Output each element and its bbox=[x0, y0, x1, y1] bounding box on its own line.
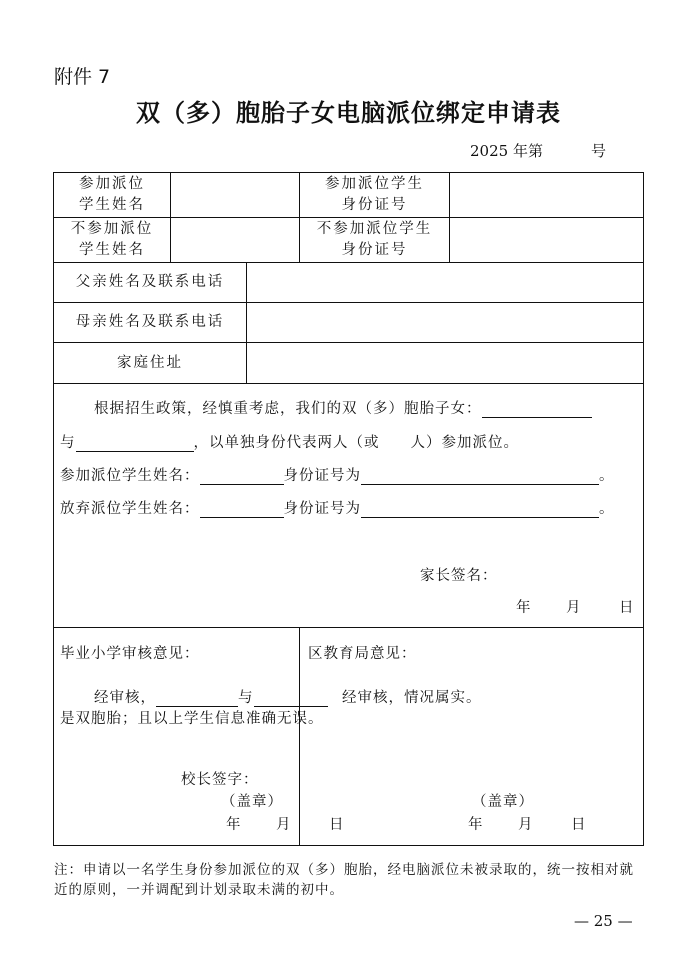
statement-line-1: 根据招生政策，经慎重考虑，我们的双（多）胞胎子女： bbox=[94, 397, 592, 418]
serial-hao: 号 bbox=[590, 142, 606, 160]
statement-date-month: 月 bbox=[566, 600, 582, 616]
participant-name-field[interactable] bbox=[171, 173, 300, 218]
participant-name-label: 参加派位 学生姓名 bbox=[54, 173, 171, 218]
bureau-date-year: 年 bbox=[468, 817, 484, 833]
form-row-participant bbox=[54, 173, 644, 218]
participant-id-label: 参加派位学生 身份证号 bbox=[300, 173, 450, 218]
school-date-year: 年 bbox=[226, 817, 242, 833]
twin-name-blank-2[interactable] bbox=[76, 435, 194, 452]
page-number: — 25 — bbox=[574, 912, 633, 930]
school-date-month: 月 bbox=[276, 817, 292, 833]
bureau-review-heading: 区教育局意见： bbox=[308, 646, 417, 662]
form-row-statement bbox=[54, 384, 644, 628]
bureau-date-day: 日 bbox=[571, 817, 587, 833]
serial-di: 第 bbox=[527, 142, 543, 160]
application-form bbox=[53, 172, 644, 846]
address-label: 家庭住址 bbox=[54, 343, 247, 384]
nonparticipant-id-field[interactable] bbox=[450, 218, 644, 263]
statement-cell bbox=[54, 384, 644, 628]
bureau-review-cell bbox=[300, 628, 644, 846]
statement-date-year: 年 bbox=[516, 600, 532, 616]
form-row-mother bbox=[54, 303, 644, 343]
father-label: 父亲姓名及联系电话 bbox=[54, 263, 247, 303]
statement-date-day: 日 bbox=[619, 600, 635, 616]
giveup-name-blank[interactable] bbox=[200, 501, 284, 518]
school-review-line-2: 是双胞胎；且以上学生信息准确无误。 bbox=[60, 711, 324, 727]
page-title: 双（多）胞胎子女电脑派位绑定申请表 bbox=[136, 98, 561, 127]
bureau-date-month: 月 bbox=[518, 817, 534, 833]
bureau-review-text: 经审核，情况属实。 bbox=[342, 690, 482, 706]
statement-line-2: 与 ，以单独身份代表两人（或 人）参加派位。 bbox=[60, 435, 519, 451]
statement-line-3: 参加派位学生姓名： 身份证号为 。 bbox=[60, 468, 615, 484]
participant-id-field[interactable] bbox=[450, 173, 644, 218]
twin-name-blank-1[interactable] bbox=[482, 401, 592, 418]
principal-signature-label: 校长签字： bbox=[181, 772, 259, 788]
giveup-id-blank[interactable] bbox=[361, 501, 599, 518]
form-row-nonparticipant bbox=[54, 218, 644, 263]
nonparticipant-id-label: 不参加派位学生 身份证号 bbox=[300, 218, 450, 263]
nonparticipant-name-label: 不参加派位 学生姓名 bbox=[54, 218, 171, 263]
father-field[interactable] bbox=[247, 263, 644, 303]
school-date-day: 日 bbox=[329, 817, 345, 833]
parent-signature-label: 家长签名： bbox=[420, 568, 498, 584]
footnote: 注：申请以一名学生身份参加派位的双（多）胞胎，经电脑派位未被录取的，统一按相对就近的原则，一并调配到计划录取未满的初中。 bbox=[54, 862, 634, 898]
mother-label: 母亲姓名及联系电话 bbox=[54, 303, 247, 343]
nonparticipant-name-field[interactable] bbox=[171, 218, 300, 263]
mother-field[interactable] bbox=[247, 303, 644, 343]
serial-year: 2025 年 bbox=[470, 142, 528, 160]
bureau-seal-label: （盖章） bbox=[472, 794, 534, 810]
school-seal-label: （盖章） bbox=[221, 794, 283, 810]
address-field[interactable] bbox=[247, 343, 644, 384]
statement-line-4: 放弃派位学生姓名： 身份证号为 。 bbox=[60, 501, 615, 517]
serial-number bbox=[470, 140, 606, 161]
form-row-review bbox=[54, 628, 644, 846]
participant-id-blank[interactable] bbox=[361, 468, 599, 485]
school-review-cell bbox=[54, 628, 345, 846]
attachment-label: 附件 7 bbox=[54, 66, 111, 88]
form-row-father bbox=[54, 263, 644, 303]
school-review-line-1: 经审核， 与 bbox=[94, 686, 328, 707]
form-row-address bbox=[54, 343, 644, 384]
school-twin-blank-1[interactable] bbox=[156, 690, 238, 707]
school-review-heading: 毕业小学审核意见： bbox=[60, 646, 200, 662]
participant-name-blank[interactable] bbox=[200, 468, 284, 485]
